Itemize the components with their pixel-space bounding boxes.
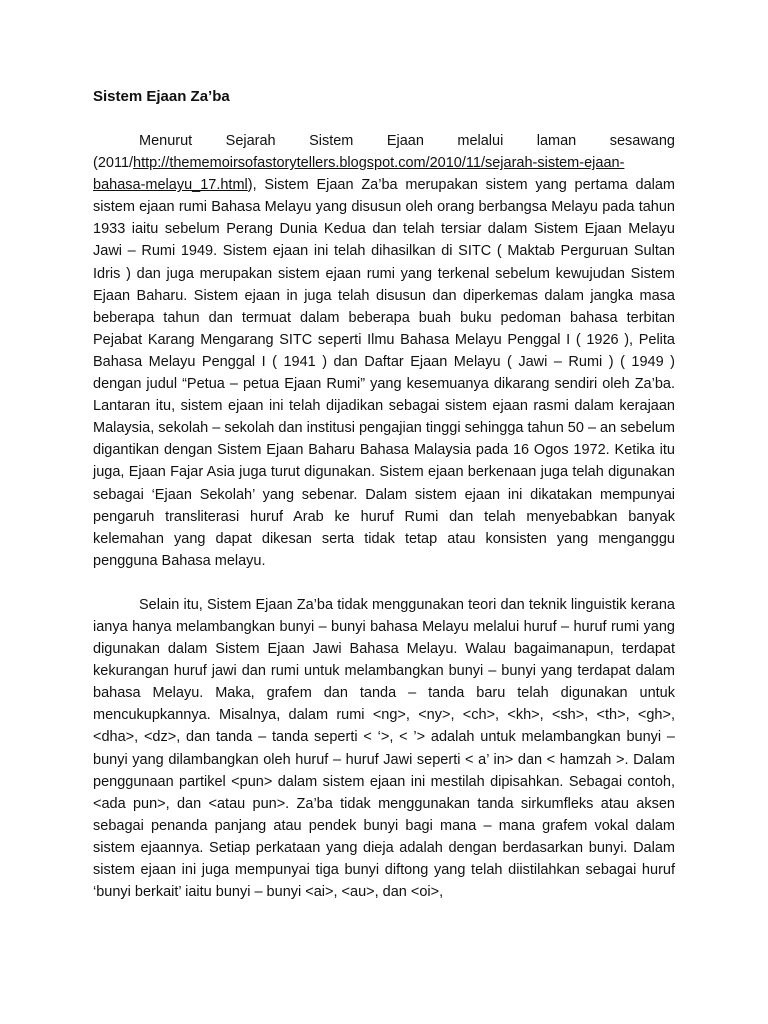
paragraph-1 (93, 130, 675, 572)
paragraph-1-body: ), Sistem Ejaan Za’ba merupakan sistem yang pertama dalam sistem ejaan rumi Bahasa Melayu yang disusun oleh orang berbangsa Melayu pada tahun 1933 iaitu sebelum Perang Dunia Kedua dan telah tersiar dalam Sistem Ejaan Melayu Jawi – Rumi 1949. Sistem ejaan ini telah dihasilkan di SITC ( Maktab Perguruan Sultan Idris ) dan juga merupakan sistem ejaan rumi yang terkenal sebelum kewujudan Sistem Ejaan Baharu. Sistem ejaan in juga telah disusun dan diperkemas dalam jangka masa beberapa tahun dan termuat dalam beberapa buah buku pedoman bahasa terbitan Pejabat Karang Mengarang SITC seperti Ilmu Bahasa Melayu Penggal I ( 1926 ), Pelita Bahasa Melayu Penggal I ( 1941 ) dan Daftar Ejaan Melayu ( Jawi – Rumi ) ( 1949 ) dengan judul “Petua – petua Ejaan Rumi” yang kesemuanya dikarang sendiri oleh Za’ba. Lantaran itu, sistem ejaan ini telah dijadikan sebagai sistem ejaan rasmi dalam kerajaan Malaysia, sekolah – sekolah dan institusi pengajian tinggi sehingga tahun 50 – an sebelum digantikan dengan Sistem Ejaan Baharu Bahasa Malaysia pada 16 Ogos 1972. Ketika itu juga, Ejaan Fajar Asia juga turut digunakan. Sistem ejaan berkenaan juga telah digunakan sebagai ‘Ejaan Sekolah’ yang sebenar. Dalam sistem ejaan ini dikatakan mempunyai pengaruh transliterasi huruf Arab ke huruf Rumi dan telah menyebabkan banyak kelemahan yang dapat dikesan serta tidak tetap atau konsisten yang menganggu pengguna Bahasa melayu. (93, 177, 676, 569)
paragraph-1-intro: Menurut Sejarah Sistem Ejaan melalui laman sesawang (2011/ (93, 133, 675, 172)
paragraph-2: Selain itu, Sistem Ejaan Za’ba tidak menggunakan teori dan teknik linguistik kerana ianya hanya melambangkan bunyi – bunyi bahasa Melayu melalui huruf – huruf rumi yang digunakan dalam Sistem Ejaan Jawi Bahasa Melayu. Walau bagaimanapun, terdapat kekurangan huruf jawi dan rumi untuk melambangkan bunyi – bunyi yang terdapat dalam bahasa Melayu. Maka, grafem dan tanda – tanda baru telah digunakan untuk mencukupkannya. Misalnya, dalam rumi <ng>, <ny>, <ch>, <kh>, <sh>, <th>, <gh>, <dha>, <dz>, dan tanda – tanda seperti < ‘>, < ’> adalah untuk melambangkan bunyi – bunyi yang dilambangkan oleh huruf – huruf Jawi seperti < a’ in> dan < hamzah >. Dalam penggunaan partikel <pun> dalam sistem ejaan ini mestilah dipisahkan. Sebagai contoh, <ada pun>, dan <atau pun>. Za’ba tidak menggunakan tanda sirkumfleks atau aksen sebagai penanda panjang atau pendek bunyi bagi mana – mana grafem vokal dalam sistem ejaannya. Setiap perkataan yang dieja adalah dengan berdasarkan bunyi. Dalam sistem ejaan ini juga mempunyai tiga bunyi diftong yang telah diistilahkan sebagai huruf ‘bunyi berkait’ iaitu bunyi – bunyi <ai>, <au>, dan <oi>, (93, 596, 675, 901)
document-title: Sistem Ejaan Za’ba (93, 88, 230, 105)
source-link[interactable]: http://thememoirsofastorytellers.blogspot.com/2010/11/sejarah-sistem-ejaan-bahasa-melayu_17.html (93, 155, 625, 194)
document-page (93, 86, 675, 925)
